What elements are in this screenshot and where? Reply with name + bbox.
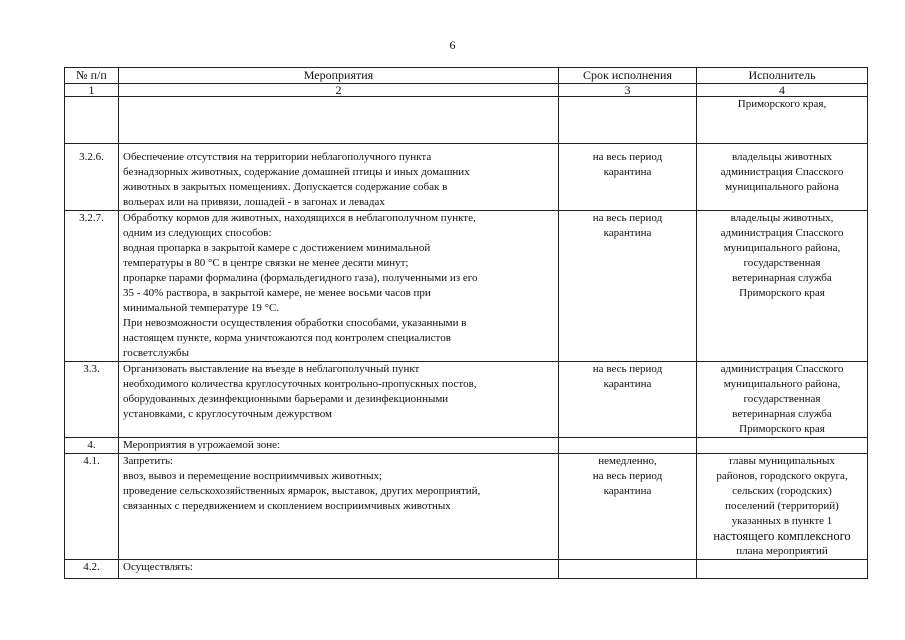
row-executor xyxy=(697,97,868,144)
activity-line: Обеспечение отсутствия на территории неблагополучного пункта xyxy=(123,151,432,163)
row-executor xyxy=(697,438,868,454)
row-deadline xyxy=(559,454,697,560)
row-activity xyxy=(119,144,559,211)
activity-line: связанных с передвижением и скоплением восприимчивых животных xyxy=(123,500,451,512)
activity-line: температуры в 80 °С в центре связки не менее десяти минут; xyxy=(123,257,409,269)
executor-line: Приморского края xyxy=(739,423,825,435)
activity-line: водная пропарка в закрытой камере с достижением минимальной xyxy=(123,242,431,254)
header-executor: Исполнитель xyxy=(697,68,868,84)
column-number-4: 4 xyxy=(697,84,868,97)
row-number: 3.2.7. xyxy=(65,211,119,362)
activity-line: пропарке парами формалина (формальдегидного газа), полученными из его xyxy=(123,272,478,284)
activity-line: проведение сельскохозяйственных ярмарок, выставок, других мероприятий, xyxy=(123,485,481,497)
row-deadline xyxy=(559,362,697,438)
executor-line: районов, городского округа, xyxy=(716,470,848,482)
row-activity xyxy=(119,211,559,362)
activity-line: минимальной температуре 19 °С. xyxy=(123,302,280,314)
deadline-line: карантина xyxy=(603,378,652,390)
executor-line: владельцы животных xyxy=(732,151,832,163)
deadline-line: карантина xyxy=(603,485,652,497)
table-row xyxy=(65,97,868,144)
row-number: 3.2.6. xyxy=(65,144,119,211)
executor-line: главы муниципальных xyxy=(729,455,835,467)
executor-line: владельцы животных, xyxy=(730,212,834,224)
column-number-2: 2 xyxy=(119,84,559,97)
table-row xyxy=(65,144,868,211)
deadline-line: на весь период xyxy=(592,212,663,224)
executor-line: поселений (территорий) xyxy=(725,500,839,512)
row-activity xyxy=(119,362,559,438)
row-number: 4. xyxy=(65,438,119,454)
executor-line: Приморского края xyxy=(739,287,825,299)
table-header-row xyxy=(65,68,868,84)
activity-line: ввоз, вывоз и перемещение восприимчивых животных; xyxy=(123,470,383,482)
executor-line: настоящего комплексного xyxy=(713,529,851,543)
row-deadline xyxy=(559,144,697,211)
activity-line: безнадзорных животных, содержание домашней птицы и иных домашних xyxy=(123,166,470,178)
activity-line: установками, с круглосуточным дежурством xyxy=(123,408,333,420)
section-row xyxy=(65,438,868,454)
section-title: Мероприятия в угрожаемой зоне: xyxy=(119,438,559,454)
header-number: № п/п xyxy=(65,68,119,84)
activity-line: Обработку кормов для животных, находящихся в неблагополучном пункте, xyxy=(123,212,476,224)
executor-line: государственная xyxy=(743,257,821,269)
activity-line: животных в закрытых помещениях. Допускается содержание собак в xyxy=(123,181,448,193)
header-deadline: Срок исполнения xyxy=(559,68,697,84)
activity-line: одним из следующих способов: xyxy=(123,227,272,239)
deadline-line: карантина xyxy=(603,227,652,239)
executor-line: плана мероприятий xyxy=(736,545,828,557)
table-row xyxy=(65,362,868,438)
measures-table xyxy=(64,67,868,579)
table-row xyxy=(65,454,868,560)
executor-line: муниципального района xyxy=(725,181,839,193)
row-executor xyxy=(697,144,868,211)
row-executor xyxy=(697,211,868,362)
row-number: 4.2. xyxy=(65,560,119,579)
activity-line: Организовать выставление на въезде в неблагополучный пункт xyxy=(123,363,420,375)
row-deadline xyxy=(559,97,697,144)
executor-line: государственная xyxy=(743,393,821,405)
executor-line: указанных в пункте 1 xyxy=(731,515,833,527)
table-row xyxy=(65,560,868,579)
row-deadline xyxy=(559,438,697,454)
activity-line: настоящем пункте, корма уничтожаются под контролем специалистов xyxy=(123,332,451,344)
row-executor xyxy=(697,560,868,579)
deadline-line: карантина xyxy=(603,166,652,178)
deadline-line: на весь период xyxy=(592,363,663,375)
header-activity: Мероприятия xyxy=(119,68,559,84)
executor-line: Приморского края, xyxy=(737,98,827,110)
row-number xyxy=(65,97,119,144)
deadline-line: на весь период xyxy=(592,151,663,163)
activity-line: оборудованных дезинфекционными барьерами и дезинфекционными xyxy=(123,393,449,405)
activity-line: 35 - 40% раствора, в закрытой камере, не менее восьми часов при xyxy=(123,287,431,299)
row-activity xyxy=(119,97,559,144)
row-activity: Осуществлять: xyxy=(119,560,559,579)
deadline-line: немедленно, xyxy=(598,455,657,467)
executor-line: муниципального района, xyxy=(723,378,841,390)
executor-line: муниципального района, xyxy=(723,242,841,254)
activity-line: необходимого количества круглосуточных контрольно-пропускных постов, xyxy=(123,378,477,390)
activity-line: Запретить: xyxy=(123,455,174,467)
row-deadline xyxy=(559,560,697,579)
executor-line: сельских (городских) xyxy=(732,485,832,497)
column-number-1: 1 xyxy=(65,84,119,97)
executor-line: администрация Спасского xyxy=(720,166,844,178)
page-number: 6 xyxy=(449,38,456,52)
table-row xyxy=(65,211,868,362)
deadline-line: на весь период xyxy=(592,470,663,482)
activity-line: вольерах или на привязи, лошадей - в загонах и левадах xyxy=(123,196,385,208)
row-number: 4.1. xyxy=(65,454,119,560)
column-number-3: 3 xyxy=(559,84,697,97)
activity-line: При невозможности осуществления обработки способами, указанными в xyxy=(123,317,467,329)
activity-line: госветслужбы xyxy=(123,347,190,359)
row-number: 3.3. xyxy=(65,362,119,438)
executor-line: ветеринарная служба xyxy=(732,272,832,284)
executor-line: администрация Спасского xyxy=(720,363,844,375)
row-activity xyxy=(119,454,559,560)
row-deadline xyxy=(559,211,697,362)
row-executor xyxy=(697,454,868,560)
executor-line: администрация Спасского xyxy=(720,227,844,239)
column-number-row xyxy=(65,84,868,97)
row-executor xyxy=(697,362,868,438)
executor-line: ветеринарная служба xyxy=(732,408,832,420)
